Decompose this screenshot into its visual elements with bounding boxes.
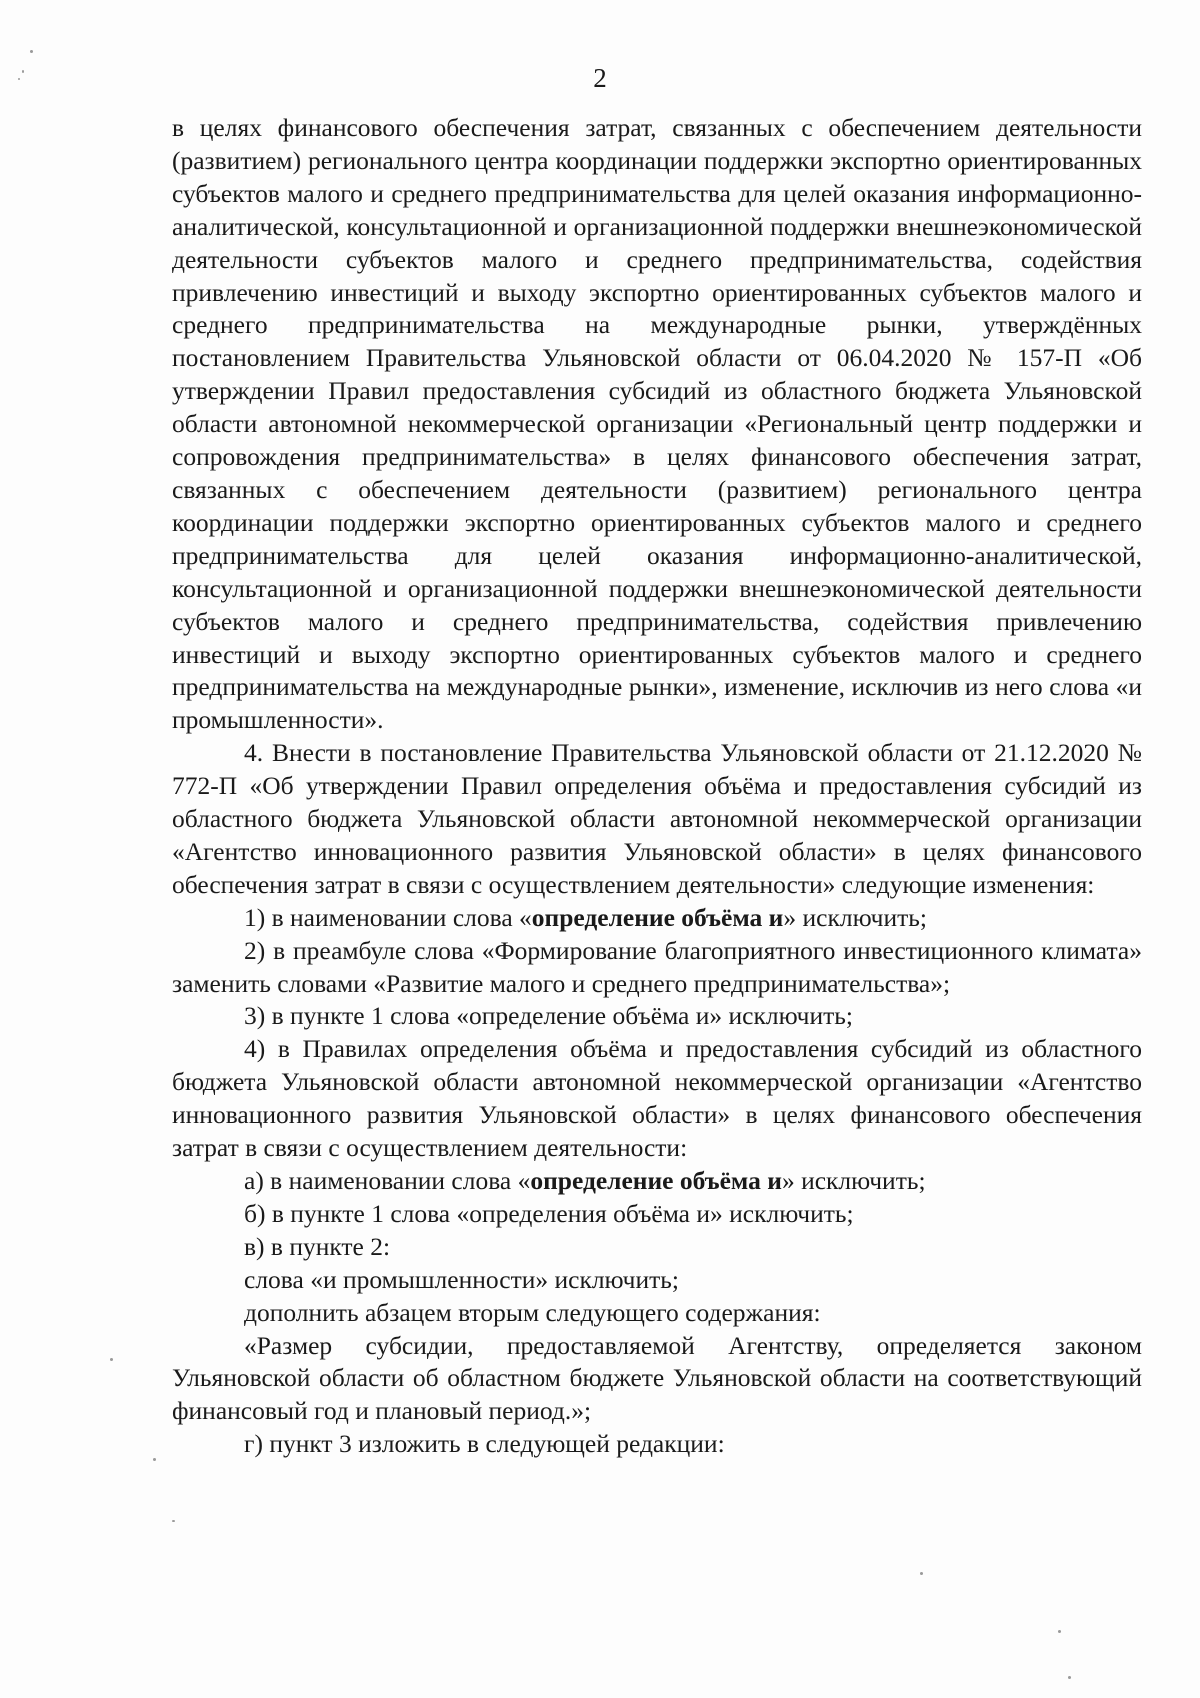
bold-fragment: определение объёма и xyxy=(530,1166,782,1195)
paragraph-p4 xyxy=(172,935,1142,1001)
text-fragment: дополнить абзацем вторым следующего содержания: xyxy=(244,1297,821,1327)
paragraph-p9 xyxy=(172,1231,1142,1264)
text-fragment: 4. Внести в постановление Правительства Ульяновской области от 21.12.2020 № 772-П «Об утверждении Правил определения объёма и предоставления субсидий из областного бюджета Ульяновской области автономной некоммерческой организации «Агентство инновационного развития Ульяновской области» в целях финансового обеспечения затрат в связи с осуществлением деятельности» следующие изменения: xyxy=(172,738,1142,899)
document-body xyxy=(172,112,1142,1461)
text-fragment: а) в наименовании слова « xyxy=(244,1166,531,1195)
text-fragment: в целях финансового обеспечения затрат, связанных с обеспечением деятельности (развитием) регионального центра координации поддержки экспортно ориентированных субъектов малого и среднего предпринимательства для целей оказания информационно-аналитической, консультационной и организационной поддержки внешнеэкономической деятельности субъектов малого и среднего предпринимательства, содействия привлечению инвестиций и выходу экспортно ориентированных субъектов малого и среднего предпринимательства на международные рынки, утверждённых постановлением Правительства Ульяновской области от 06.04.2020 № 157-П «Об утверждении Правил предоставления субсидий из областного бюджета Ульяновской области автономной некоммерческой организации «Региональный центр поддержки и сопровождения предпринимательства» в целях финансового обеспечения затрат, связанных с обеспечением деятельности (развитием) регионального центра координации поддержки экспортно ориентированных субъектов малого и среднего предпринимательства для целей оказания информационно-аналитической, консультационной и организационной поддержки внешнеэкономической деятельности субъектов малого и среднего предпринимательства, содействия привлечению инвестиций и выходу экспортно ориентированных субъектов малого и среднего предпринимательства на международные рынки», изменение, исключив из него слова «и промышленности». xyxy=(172,113,1142,735)
paragraph-p8 xyxy=(172,1198,1142,1231)
paragraph-p1 xyxy=(172,112,1142,737)
scan-speck xyxy=(1068,1676,1071,1679)
scan-speck xyxy=(1058,1630,1061,1633)
paragraph-p5 xyxy=(172,1000,1142,1033)
paragraph-p12 xyxy=(172,1330,1142,1429)
text-fragment: в) в пункте 2: xyxy=(244,1231,391,1261)
text-fragment: 2) в преамбуле слова «Формирование благоприятного инвестиционного климата» заменить словами «Развитие малого и среднего предпринимательства»; xyxy=(172,935,1142,998)
text-fragment: г) пункт 3 изложить в следующей редакции: xyxy=(244,1429,725,1459)
bold-fragment: определение объёма и xyxy=(531,902,784,932)
text-fragment: «Размер субсидии, предоставляемой Агентству, определяется законом Ульяновской области об областном бюджете Ульяновской области на соответствующий финансовый год и плановый период.»; xyxy=(172,1330,1142,1426)
scan-speck xyxy=(153,1458,156,1461)
paragraph-p13 xyxy=(172,1428,1142,1461)
text-fragment: » исключить; xyxy=(781,1166,926,1195)
paragraph-p10 xyxy=(172,1264,1142,1297)
scan-speck xyxy=(110,1358,113,1361)
paragraph-p2 xyxy=(172,737,1142,902)
text-fragment: б) в пункте 1 слова «определения объёма и» исключить; xyxy=(244,1198,854,1228)
text-fragment: слова «и промышленности» исключить; xyxy=(244,1264,679,1294)
text-fragment: 3) в пункте 1 слова «определение объёма и» исключить; xyxy=(244,1001,853,1031)
paragraph-p7 xyxy=(172,1165,1142,1198)
text-fragment: 1) в наименовании слова « xyxy=(244,902,532,932)
paragraph-p6 xyxy=(172,1033,1142,1165)
page-number: 2 xyxy=(593,63,607,93)
scan-speck xyxy=(920,1572,923,1575)
scan-speck xyxy=(30,50,33,53)
scan-speck xyxy=(22,70,24,73)
text-fragment: 4) в Правилах определения объёма и предоставления субсидий из областного бюджета Ульяновской области автономной некоммерческой организации «Агентство инновационного развития Ульяновской области» в целях финансового обеспечения затрат в связи с осуществлением деятельности: xyxy=(172,1034,1142,1163)
scan-speck xyxy=(172,1520,175,1522)
paragraph-p11 xyxy=(172,1297,1142,1330)
paragraph-p3 xyxy=(172,902,1142,935)
text-fragment: » исключить; xyxy=(783,902,927,932)
scan-speck xyxy=(18,78,20,80)
